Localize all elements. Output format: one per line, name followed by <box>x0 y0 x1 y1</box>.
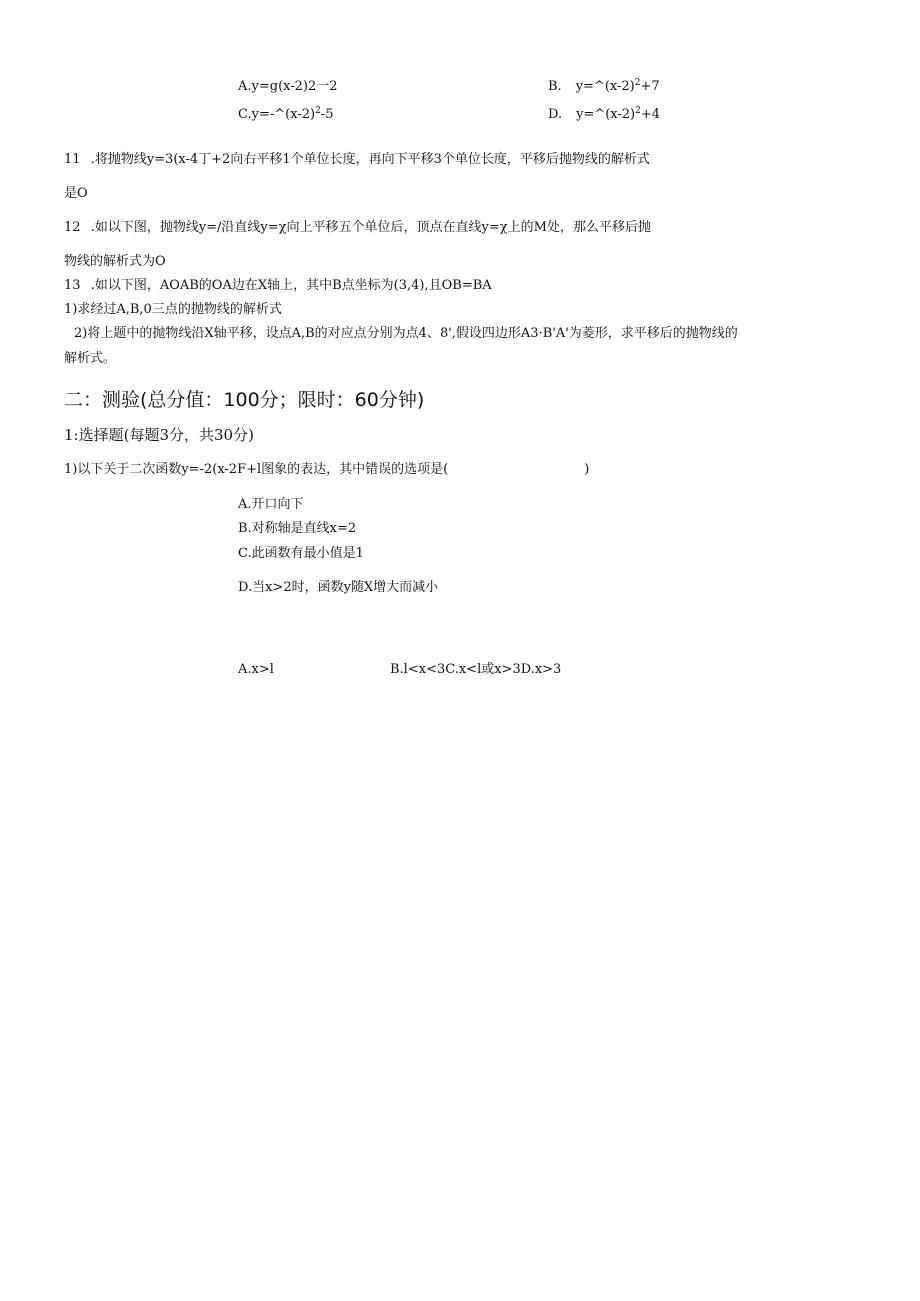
q10-option-d-tail: +4 <box>640 107 661 122</box>
section-heading: 二：测验(总分值：100分；限时：60分钟) <box>64 389 425 411</box>
q13-text <box>64 277 492 295</box>
t1-close-paren: ) <box>584 462 590 477</box>
section-subheading: 1:选择题(每题3分，共30分) <box>64 426 254 444</box>
q13-part2-continuation: 解析式。 <box>64 351 117 366</box>
t1-option-b: B.对称轴是直线x=2 <box>238 521 357 536</box>
q12-body: .如以下图，抛物线y=/沿直线y=χ向上平移五个单位后，顶点在直线y=χ上的M处，那么平移后抛 <box>90 220 651 235</box>
q10-option-b-tail: +7 <box>640 79 660 94</box>
q10-option-b <box>548 78 660 96</box>
t1-stem-line <box>64 461 589 479</box>
q12-number: 12 <box>64 220 81 235</box>
t1-option-a: A.开口向下 <box>238 497 304 512</box>
q10-option-d-label: D. <box>548 107 563 122</box>
q10-option-a: A.y=g(x-2)2一2 <box>238 79 338 94</box>
q13-body: .如以下图，AOAB的OA边在X轴上，其中B点坐标为(3,4),且OB=BA <box>90 278 492 293</box>
t1-option-c: C.此函数有最小值是1 <box>238 546 364 561</box>
q10-option-c-expr: C.y=-^(x-2) <box>238 107 316 122</box>
q13-part1: 1)求经过A,B,0三点的抛物线的解析式 <box>64 302 282 317</box>
q11-continuation: 是O <box>64 186 88 201</box>
q10-option-d-expr: y=^(x-2) <box>576 107 636 122</box>
q13-number: 13 <box>64 278 81 293</box>
q10-option-b-sup: 2 <box>634 78 641 88</box>
q10-option-c-tail: -5 <box>320 107 334 122</box>
q10-option-d <box>548 106 660 124</box>
t2-options-bcd: B.l<x<3C.x<l或x>3D.x>3 <box>390 662 562 677</box>
q10-option-b-expr: y=^(x-2) <box>575 79 635 94</box>
q12-text <box>64 219 651 237</box>
q10-option-d-sup: 2 <box>635 106 641 116</box>
q11-text <box>64 151 650 169</box>
t1-stem: 1)以下关于二次函数y=-2(x-2F+l图象的表达，其中错误的选项是( <box>64 462 449 477</box>
q11-number: 11 <box>64 152 81 167</box>
q10-option-c-sup: 2 <box>315 106 321 116</box>
q12-continuation: 物线的解析式为O <box>64 254 166 269</box>
q13-part2: 2)将上题中的抛物线沿X轴平移，设点A,B的对应点分别为点4、8',假设四边形A3·B'A'为菱形，求平移后的抛物线的 <box>74 326 738 341</box>
q11-body: .将抛物线y=3(x-4丁+2向右平移1个单位长度，再向下平移3个单位长度，平移后抛物线的解析式 <box>90 152 650 167</box>
t2-option-a: A.x>l <box>238 662 274 677</box>
q10-option-c <box>238 106 333 124</box>
t1-option-d: D.当x>2时，函数y随X增大而减小 <box>238 580 439 595</box>
q10-option-b-label: B. <box>548 79 562 94</box>
